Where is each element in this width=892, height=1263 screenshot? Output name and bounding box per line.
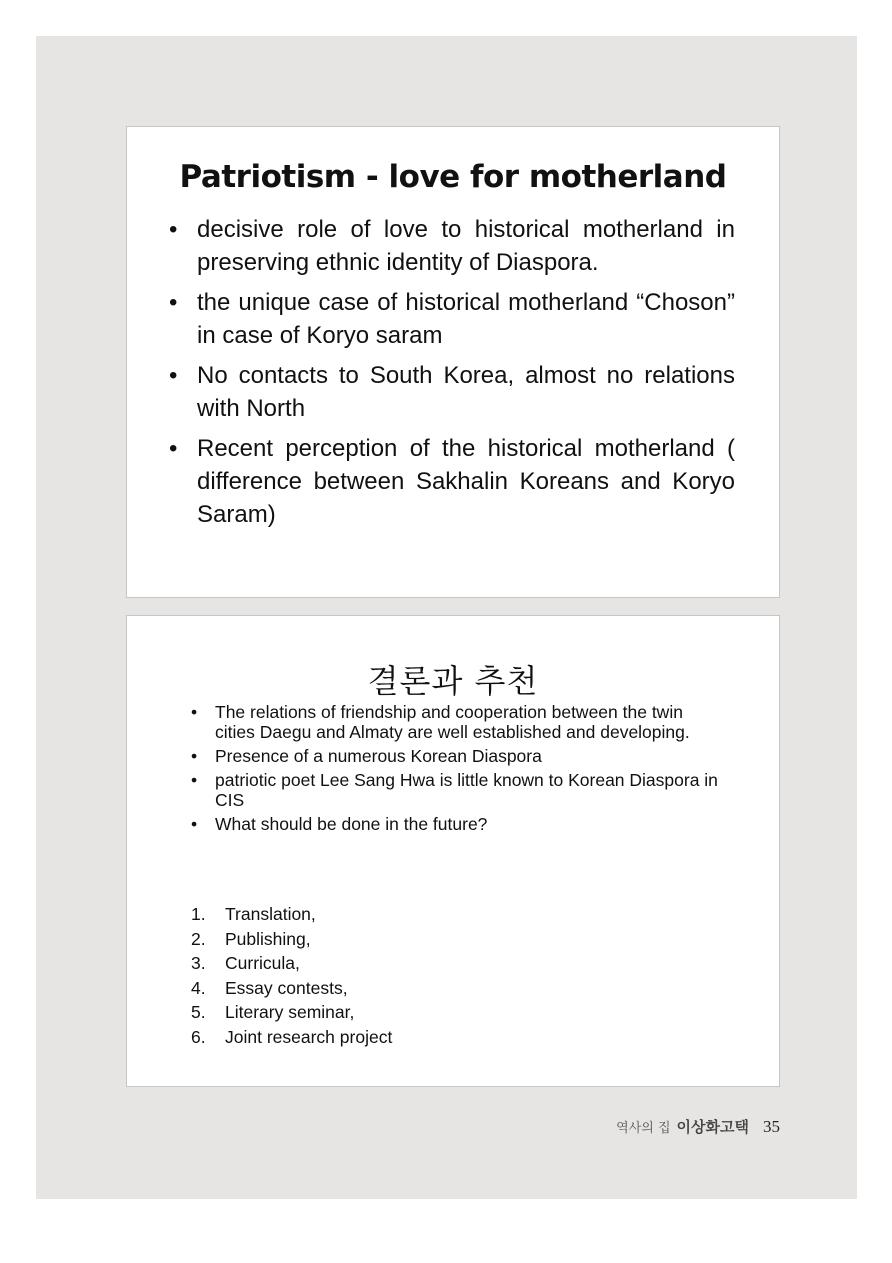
page-footer	[616, 1116, 780, 1137]
slide-conclusion	[126, 615, 780, 1087]
slide-title: Patriotism - love for motherland	[179, 159, 727, 195]
footer-brand: 이상화고택	[676, 1118, 749, 1136]
numbered-item	[191, 1000, 719, 1025]
list-item: • What should be done in the future?	[189, 814, 719, 834]
list-item: • patriotic poet Lee Sang Hwa is little known to Korean Diaspora in CIS	[189, 770, 719, 810]
item-number: 3.	[191, 953, 206, 973]
bullet-list	[167, 213, 735, 538]
item-number: 1.	[191, 904, 206, 924]
list-item: • No contacts to South Korea, almost no relations with North	[167, 359, 735, 425]
numbered-list	[191, 902, 719, 1049]
list-item: • Presence of a numerous Korean Diaspora	[189, 746, 719, 766]
numbered-item	[191, 976, 719, 1001]
slide-title: 결론과 추천	[367, 662, 539, 700]
list-item: • The relations of friendship and cooperation between the twin cities Daegu and Almaty are well established and developing.	[189, 702, 719, 742]
item-text: Literary seminar,	[225, 1002, 355, 1022]
footer-section: 역사의 집	[616, 1121, 671, 1136]
item-text: Joint research project	[225, 1026, 393, 1047]
numbered-item	[191, 902, 719, 927]
numbered-item	[191, 927, 719, 952]
item-number: 5.	[191, 1002, 206, 1022]
slide-patriotism	[126, 126, 780, 598]
list-item: • the unique case of historical motherland “Choson” in case of Koryo saram	[167, 286, 735, 352]
item-number: 4.	[191, 977, 206, 998]
bullet-list	[189, 702, 719, 838]
item-number: 2.	[191, 928, 206, 949]
numbered-item	[191, 1025, 719, 1050]
list-item: • Recent perception of the historical motherland ( difference between Sakhalin Koreans and Koryo Saram)	[167, 432, 735, 531]
numbered-item	[191, 951, 719, 976]
item-text: Publishing,	[225, 928, 311, 949]
page-number: 35	[763, 1117, 780, 1136]
list-item: • decisive role of love to historical motherland in preserving ethnic identity of Diaspora.	[167, 213, 735, 279]
item-text: Curricula,	[225, 953, 300, 973]
item-text: Translation,	[225, 904, 316, 924]
item-number: 6.	[191, 1026, 206, 1047]
item-text: Essay contests,	[225, 977, 348, 998]
